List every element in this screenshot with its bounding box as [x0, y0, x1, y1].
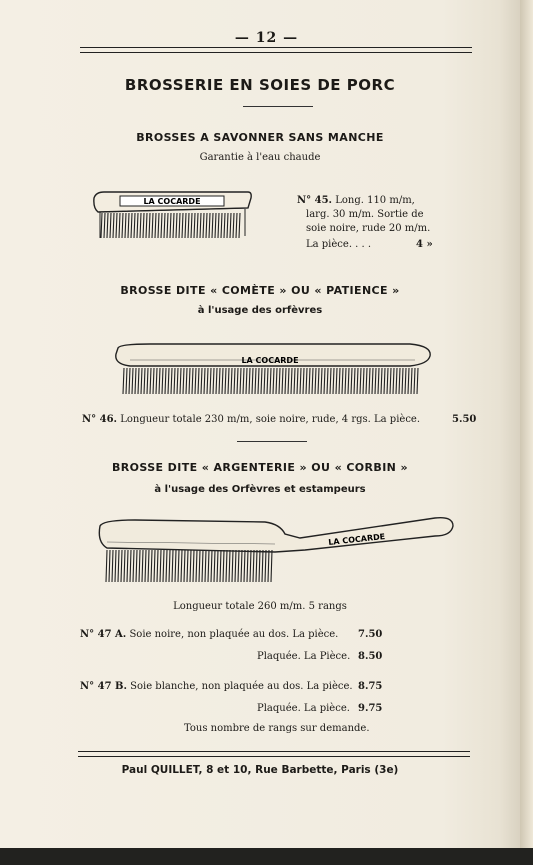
page-edge — [520, 0, 533, 848]
footer-address: Paul QUILLET, 8 et 10, Rue Barbette, Paris (3e) — [121, 764, 399, 776]
note-text: Tous nombre de rangs sur demande. — [184, 723, 370, 734]
item46-price: 5.50 — [452, 414, 477, 425]
item47b-plated-price: 9.75 — [358, 703, 383, 714]
item45-length: Long. 110 m/m, — [335, 195, 415, 206]
item46-number: N° 46. — [82, 414, 118, 425]
item47a-plated-price: 8.50 — [358, 651, 383, 662]
item47a-line — [80, 628, 338, 642]
section2-subheading: à l'usage des orfèvres — [197, 305, 323, 316]
page-title: BROSSERIE EN SOIES DE PORC — [124, 76, 396, 94]
brush-brand-text: LA COCARDE — [143, 197, 201, 206]
item47b-price: 8.75 — [358, 681, 383, 692]
item45-price: 4 » — [416, 239, 433, 250]
item47b-plated: Plaquée. La pièce. — [257, 703, 350, 714]
bottom-double-rule — [78, 751, 470, 757]
section3-heading: BROSSE DITE « ARGENTERIE » OU « CORBIN » — [111, 461, 409, 474]
item45-number: N° 45. — [297, 195, 333, 206]
item47b-number: N° 47 B. — [80, 681, 127, 692]
item47b-desc: Soie blanche, non plaquée au dos. La pièce. — [130, 681, 353, 692]
item45-price-label: La pièce. . . . — [306, 239, 372, 250]
item45-line2: larg. 30 m/m. Sortie de — [306, 209, 424, 220]
item47a-plated: Plaquée. La Pièce. — [257, 651, 351, 662]
section3-subheading: à l'usage des Orfèvres et estampeurs — [154, 484, 366, 495]
item47a-desc: Soie noire, non plaquée au dos. La pièce. — [129, 629, 339, 640]
section1-subheading: Garantie à l'eau chaude — [199, 152, 321, 163]
top-double-rule — [80, 47, 472, 53]
shaving-brush-illustration — [90, 188, 255, 246]
section2-heading: BROSSE DITE « COMÈTE » OU « PATIENCE » — [120, 284, 400, 297]
comete-brush-illustration — [110, 338, 435, 398]
title-underline — [243, 106, 313, 107]
item46-line — [82, 413, 420, 427]
item45-line1 — [297, 194, 415, 208]
section1-heading: BROSSES A SAVONNER SANS MANCHE — [136, 131, 384, 144]
brush-brand-text: LA COCARDE — [241, 356, 299, 365]
brush-brand-text: LA COCARDE — [327, 532, 386, 547]
item46-desc: Longueur totale 230 m/m, soie noire, rude, 4 rgs. La pièce. — [120, 414, 421, 425]
section-divider — [237, 441, 307, 442]
item47a-price: 7.50 — [358, 629, 383, 640]
page-number: — 12 — — [234, 30, 299, 46]
item45-line3: soie noire, rude 20 m/m. — [306, 223, 431, 234]
argenterie-brush-illustration — [95, 512, 457, 587]
item47a-number: N° 47 A. — [80, 629, 127, 640]
item47-length: Longueur totale 260 m/m. 5 rangs — [173, 601, 347, 612]
item47b-line — [80, 680, 353, 694]
bottom-shadow — [0, 848, 533, 865]
